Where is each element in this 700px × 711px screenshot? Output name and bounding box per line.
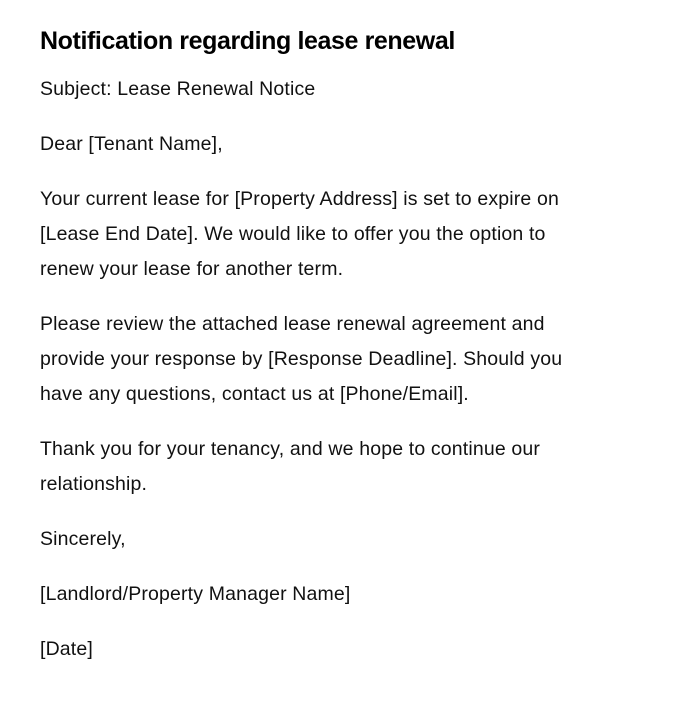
- signature: [Landlord/Property Manager Name]: [40, 583, 351, 605]
- text-line: Please review the attached lease renewal agreement and: [40, 313, 545, 335]
- review-paragraph: [40, 307, 680, 412]
- text-line: Your current lease for [Property Address] is set to expire on: [40, 188, 559, 210]
- text-line: provide your response by [Response Deadline]. Should you: [40, 348, 563, 370]
- text-line: Thank you for your tenancy, and we hope to continue our: [40, 438, 541, 460]
- document-title: Notification regarding lease renewal: [40, 27, 455, 55]
- text-line: renew your lease for another term.: [40, 258, 344, 280]
- greeting: Dear [Tenant Name],: [40, 133, 223, 155]
- text-line: [Lease End Date]. We would like to offer you the option to: [40, 223, 546, 245]
- lease-expiry-paragraph: [40, 182, 680, 287]
- text-line: have any questions, contact us at [Phone/Email].: [40, 383, 469, 405]
- thanks-paragraph: [40, 432, 680, 502]
- closing: Sincerely,: [40, 528, 126, 550]
- document: [40, 24, 680, 687]
- date: [Date]: [40, 638, 93, 660]
- text-line: relationship.: [40, 473, 148, 495]
- subject-line: Subject: Lease Renewal Notice: [40, 78, 316, 100]
